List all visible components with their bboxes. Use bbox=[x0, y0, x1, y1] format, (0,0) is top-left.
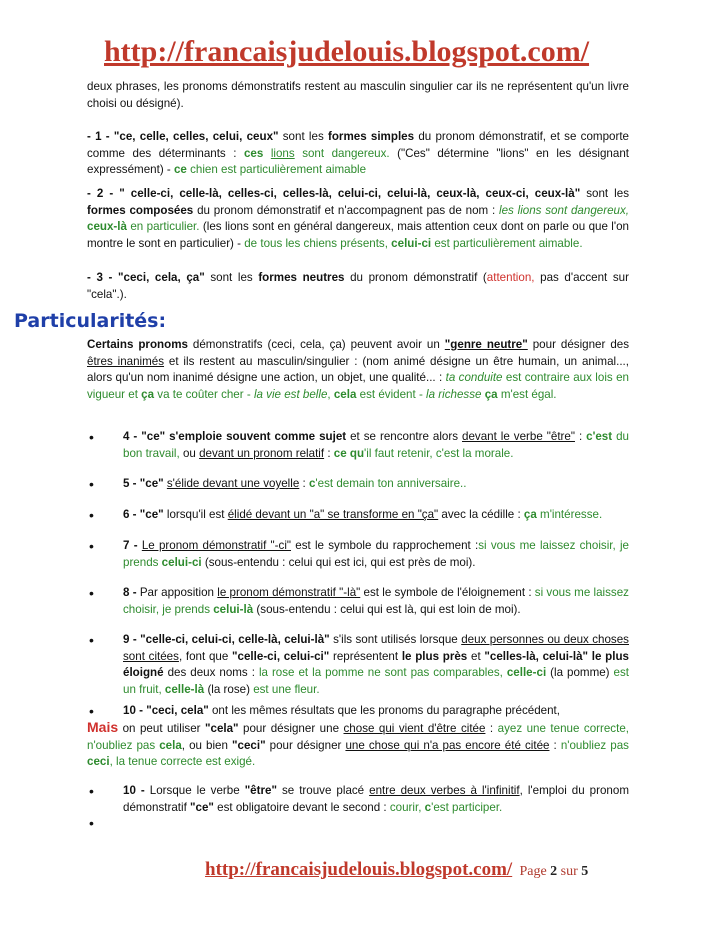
b9-text: des deux noms : bbox=[163, 666, 259, 680]
p1-text: sont les bbox=[278, 130, 328, 143]
b11-term: "être" bbox=[244, 784, 277, 797]
bullet-icon: • bbox=[89, 585, 94, 601]
bullet-icon: • bbox=[89, 632, 94, 648]
b11-term: "ce" bbox=[190, 800, 214, 814]
p2-example: ceux-là bbox=[87, 220, 127, 234]
mais-term: chose qui vient d'être citée bbox=[343, 722, 486, 735]
b4-text: : bbox=[324, 446, 334, 460]
b9-text: (la pomme) bbox=[546, 666, 614, 680]
p1-example: sont dangereux. bbox=[294, 146, 390, 160]
p4-example: ça bbox=[484, 387, 498, 401]
p4-example: ça bbox=[141, 387, 155, 401]
p2-example: de tous les chiens présents, bbox=[244, 236, 392, 250]
b9-example: la rose et la pomme ne sont pas comparables, bbox=[258, 666, 507, 680]
page-total: 5 bbox=[581, 864, 589, 879]
b9-text: et bbox=[467, 649, 485, 663]
list-item-9 bbox=[87, 632, 629, 698]
b11-term: entre deux verbes à l'infinitif bbox=[369, 784, 520, 797]
bullet-icon: • bbox=[89, 538, 94, 554]
mais-example: cela bbox=[159, 738, 182, 752]
p4-term: "genre neutre" bbox=[444, 338, 528, 351]
list-item-5 bbox=[87, 476, 629, 493]
b6-example: m'intéresse. bbox=[536, 508, 603, 521]
b7-example: si vous me laissez choisir, je prends bbox=[123, 539, 629, 569]
bullet-icon: • bbox=[89, 815, 94, 831]
p2-example: les lions sont dangereux, bbox=[499, 203, 629, 217]
b9-term: le plus près bbox=[401, 649, 468, 663]
p3-text: pas d'accent sur "cela".). bbox=[87, 271, 629, 301]
b4-example: 'il faut retenir, c'est la morale. bbox=[364, 446, 514, 460]
page-indicator bbox=[519, 864, 588, 879]
mais-term: "ceci" bbox=[232, 738, 266, 752]
p4-example: ta conduite bbox=[445, 371, 503, 385]
p4-example: est évident - bbox=[356, 387, 427, 401]
page-footer bbox=[205, 859, 589, 881]
b10-heading: 10 - "ceci, cela" bbox=[123, 704, 209, 717]
p2-text: du pronom démonstratif et n'accompagnent pas de nom : bbox=[193, 203, 499, 217]
b9-example: celle-ci bbox=[506, 666, 547, 680]
b4-text: : bbox=[574, 430, 587, 443]
p4-text: pour désigner des bbox=[527, 338, 630, 351]
b4-term: devant le verbe "être" bbox=[462, 430, 575, 443]
b9-text: , font que bbox=[178, 649, 233, 663]
b11-example: c bbox=[424, 800, 432, 814]
intro-paragraph: deux phrases, les pronoms démonstratifs restent au masculin singulier car ils ne représentent qu'un livre choisi ou désigné). bbox=[87, 80, 629, 110]
b5-heading: 5 - "ce" bbox=[123, 477, 164, 490]
p4-term: Certains pronoms bbox=[87, 338, 188, 351]
b9-example: celle-là bbox=[164, 682, 205, 696]
bullet-icon: • bbox=[89, 507, 94, 523]
p4-example: la richesse bbox=[426, 387, 482, 401]
p1-text: du pronom démonstratif, et se comporte comme des déterminants : bbox=[87, 130, 629, 160]
b5-example: 'est demain ton anniversaire.. bbox=[315, 477, 467, 490]
b8-heading: 8 - bbox=[123, 586, 140, 599]
p4-text: démonstratifs (ceci, cela, ça) peuvent avoir un bbox=[187, 338, 445, 351]
mais-text: on peut utiliser bbox=[118, 722, 205, 735]
p4-text: et ils restent au masculin/singulier : (nom animé désigne un être humain, un animal..., alors qu'un nom inanimé désigne une action, un objet, une qualité... : bbox=[87, 354, 629, 385]
p2-example: celui-ci bbox=[391, 236, 432, 250]
mais-label: Mais bbox=[87, 719, 119, 735]
b7-text: (sous-entendu : celui qui est ici, qui est près de moi). bbox=[201, 555, 476, 569]
b9-heading: 9 - "celle-ci, celui-ci, celle-là, celui-là" bbox=[123, 633, 330, 646]
paragraph-1 bbox=[87, 129, 629, 179]
b8-text: Par apposition bbox=[139, 586, 218, 599]
p4-example: la vie est belle bbox=[253, 387, 328, 401]
list-item-8 bbox=[87, 585, 629, 618]
p1-example: lions bbox=[270, 146, 295, 160]
bullet-icon: • bbox=[89, 783, 94, 799]
p3-text: sont les bbox=[204, 271, 259, 284]
p4-term: êtres inanimés bbox=[87, 354, 165, 368]
p2-heading: - 2 - " celle-ci, celle-là, celles-ci, celles-là, celui-ci, celui-là, ceux-là, ceux-ci, ceux-là" bbox=[87, 187, 581, 200]
list-item-7 bbox=[87, 538, 629, 571]
header-url-link[interactable]: http://francaisjudelouis.blogspot.com/ bbox=[104, 35, 590, 68]
list-item-6 bbox=[87, 507, 629, 524]
b11-text: se trouve placé bbox=[276, 784, 370, 797]
b8-text: (sous-entendu : celui qui est là, qui est loin de moi). bbox=[253, 602, 521, 616]
b11-example: 'est participer. bbox=[431, 800, 503, 814]
b8-term: le pronom démonstratif "-là" bbox=[217, 586, 361, 599]
p3-term: formes neutres bbox=[258, 271, 345, 284]
b4-example: ce qu bbox=[333, 446, 365, 460]
mais-text: pour désigner bbox=[265, 738, 346, 752]
b10-text: ont les mêmes résultats que les pronoms du paragraphe précédent, bbox=[208, 704, 560, 717]
b4-term: devant un pronom relatif bbox=[199, 446, 325, 460]
paragraph-4 bbox=[87, 337, 629, 403]
p4-example: , bbox=[327, 387, 334, 401]
section-title: Particularités: bbox=[14, 310, 167, 332]
mais-text: : bbox=[485, 722, 498, 735]
p3-heading: - 3 - "ceci, cela, ça" bbox=[87, 271, 205, 284]
b11-text: Lorsque le verbe bbox=[149, 784, 245, 797]
b6-text: avec la cédille : bbox=[438, 508, 524, 521]
mais-paragraph bbox=[87, 719, 629, 771]
list-item-10 bbox=[87, 703, 629, 720]
p2-example: est particulièrement aimable. bbox=[431, 236, 583, 250]
mais-example: , la tenue correcte est exigé. bbox=[109, 755, 256, 769]
p1-heading: - 1 - "ce, celle, celles, celui, ceux" bbox=[87, 130, 279, 143]
b9-example: est un fruit, bbox=[123, 666, 629, 696]
page-number: 2 bbox=[550, 864, 558, 879]
page-label: Page bbox=[519, 864, 547, 879]
b4-heading: 4 - "ce" s'emploie souvent comme sujet bbox=[123, 430, 347, 443]
of-label: sur bbox=[560, 864, 578, 879]
p1-example: ces bbox=[243, 146, 264, 160]
p4-example: cela bbox=[333, 387, 357, 401]
mais-example: ayez une tenue correcte, n'oubliez pas bbox=[87, 722, 629, 752]
b9-term: deux personnes ou deux choses sont citées bbox=[123, 633, 629, 663]
b4-text: ou bbox=[179, 446, 200, 460]
p3-text: du pronom démonstratif ( bbox=[344, 271, 487, 284]
b11-example: courir, bbox=[389, 800, 425, 814]
b8-example: si vous me laissez choisir, je prends bbox=[123, 586, 629, 616]
b6-text: lorsqu'il est bbox=[163, 508, 228, 521]
p1-term: formes simples bbox=[327, 130, 415, 143]
p1-space bbox=[263, 147, 271, 160]
b9-text: (la rose) bbox=[204, 682, 254, 696]
b6-heading: 6 - "ce" bbox=[123, 508, 164, 521]
b7-example: celui-ci bbox=[161, 555, 202, 569]
b11-text: est obligatoire devant le second : bbox=[213, 800, 390, 814]
b6-term: élidé devant un "a" se transforme en "ça" bbox=[227, 508, 439, 521]
b4-text: et se rencontre alors bbox=[346, 430, 463, 443]
b9-term: "celle-ci, celui-ci" bbox=[232, 649, 330, 663]
mais-example: ceci bbox=[87, 755, 110, 769]
b8-example: celui-là bbox=[213, 602, 254, 616]
mais-text: : bbox=[549, 738, 561, 752]
b7-text: est le symbole du rapprochement : bbox=[291, 539, 479, 552]
p2-example: en particulier. bbox=[126, 220, 200, 234]
b7-heading: 7 - bbox=[123, 539, 142, 552]
list-item-4 bbox=[87, 429, 629, 462]
mais-example: n'oubliez pas bbox=[560, 738, 629, 752]
bullet-icon: • bbox=[89, 703, 94, 719]
b9-term: "celles-là, celui-là" le plus éloigné bbox=[123, 649, 630, 680]
p4-example: est contraire aux lois en vigueur et bbox=[87, 371, 629, 401]
paragraph-3 bbox=[87, 270, 629, 303]
p4-example: m'est égal. bbox=[497, 387, 557, 401]
p4-example: va te coûter cher - bbox=[154, 387, 254, 401]
paragraph-2 bbox=[87, 186, 629, 252]
p1-example: ce bbox=[173, 163, 187, 177]
b9-text: s'ils sont utilisés lorsque bbox=[329, 633, 462, 646]
b5-text: : bbox=[299, 477, 309, 490]
b9-example: est une fleur. bbox=[253, 682, 320, 696]
b6-example: ça bbox=[523, 508, 537, 521]
b9-text: représentent bbox=[329, 649, 402, 663]
b11-text: , l'emploi du pronom démonstratif bbox=[123, 784, 629, 814]
b11-heading: 10 - bbox=[123, 784, 150, 797]
mais-text: pour désigner une bbox=[238, 722, 344, 735]
b5-example: c bbox=[308, 477, 316, 490]
mais-text: , ou bien bbox=[181, 738, 233, 752]
mais-term: "cela" bbox=[205, 722, 239, 735]
bullet-icon: • bbox=[89, 476, 94, 492]
b4-example: c'est bbox=[586, 430, 613, 443]
p1-text: ("Ces" détermine "lions" en les désignant expressément) - bbox=[87, 146, 629, 177]
b8-text: est le symbole de l'éloignement : bbox=[360, 586, 535, 599]
b4-example: du bon travail, bbox=[123, 430, 629, 460]
p2-text: sont les bbox=[580, 187, 629, 200]
p3-warning: attention, bbox=[486, 271, 535, 284]
p2-text: (les lions sont en général dangereux, mais attention ceux dont on parle ou que l'on montre le sont en particulier) - bbox=[87, 220, 629, 250]
list-item-11 bbox=[87, 783, 629, 816]
mais-term: une chose qui n'a pas encore été citée bbox=[345, 738, 550, 752]
bullet-icon: • bbox=[89, 429, 94, 445]
b5-term: s'élide devant une voyelle bbox=[166, 477, 300, 490]
b7-term: Le pronom démonstratif "-ci" bbox=[141, 539, 292, 552]
p2-term: formes composées bbox=[87, 203, 194, 217]
footer-url-link[interactable]: http://francaisjudelouis.blogspot.com/ bbox=[205, 859, 513, 880]
p1-example: chien est particulièrement aimable bbox=[186, 163, 367, 177]
